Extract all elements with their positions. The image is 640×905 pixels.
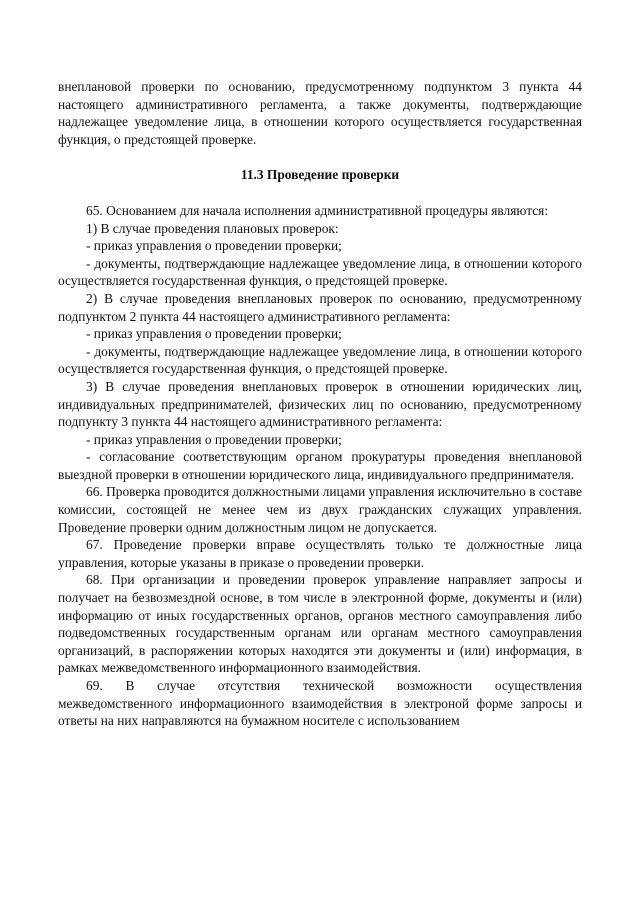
paragraph-65-item-1-order: - приказ управления о проведении проверки;: [86, 238, 342, 254]
paragraph-65: 65. Основанием для начала исполнения административной процедуры являются:: [86, 202, 549, 218]
paragraph-65-item-2: 2) В случае проведения внеплановых проверок по основанию, предусмотренному подпунктом 2 пункта 44 настоящего административного регламента:: [58, 290, 582, 324]
paragraph-69: 69. В случае отсутствия технической возможности осуществления межведомственного информационного взаимодействия в электроной форме запросы и ответы на них направляются на бумажном носителе с использованием: [58, 678, 582, 729]
paragraph-65-item-1-documents: - документы, подтверждающие надлежащее уведомление лица, в отношении которого осуществляется государственная функция, о предстоящей проверке.: [58, 255, 582, 289]
paragraph-65-item-1: 1) В случае проведения плановых проверок:: [86, 220, 339, 236]
paragraph-66: 66. Проверка проводится должностными лицами управления исключительно в составе комиссии, состоящей не менее чем из двух гражданских служащих управления. Проведение проверки одним должностным лицом не допускается.: [58, 484, 582, 535]
paragraph-68: 68. При организации и проведении проверок управление направляет запросы и получает на безвозмездной основе, в том числе в электронной форме, документы и (или) информацию от иных государственных органов, органов местного самоуправления либо подведомственных государственным органам или органам местного самоуправления организаций, в распоряжении которых находятся эти документы и (или) информация, в рамках межведомственного информационного взаимодействия.: [58, 572, 582, 676]
paragraph-65-item-2-documents: - документы, подтверждающие надлежащее уведомление лица, в отношении которого осуществляется государственная функция, о предстоящей проверке.: [58, 343, 582, 377]
paragraph-67: 67. Проведение проверки вправе осуществлять только те должностные лица управления, которые указаны в приказе о проведении проверки.: [58, 537, 582, 570]
paragraph-65-item-3: 3) В случае проведения внеплановых проверок в отношении юридических лиц, индивидуальных предпринимателей, физических лиц по основанию, предусмотренному подпункту 3 пункта 44 настоящего административного регламента:: [58, 378, 582, 430]
paragraph-65-item-3-approval: - согласование соответствующим органом прокуратуры проведения внеплановой выездной проверки в отношении юридического лица, индивидуального предпринимателя.: [58, 449, 582, 482]
paragraph-65-item-3-order: - приказ управления о проведении проверки;: [86, 431, 342, 447]
section-heading: 11.3 Проведение проверки: [240, 167, 400, 183]
document-page: [58, 78, 582, 730]
intro-paragraph: внеплановой проверки по основанию, предусмотренному подпунктом 3 пункта 44 настоящего административного регламента, а также документы, подтверждающие надлежащее уведомление лица, в отношении которого осуществляется государственная функция, о предстоящей проверке.: [58, 79, 582, 147]
paragraph-65-item-2-order: - приказ управления о проведении проверки;: [86, 326, 342, 342]
